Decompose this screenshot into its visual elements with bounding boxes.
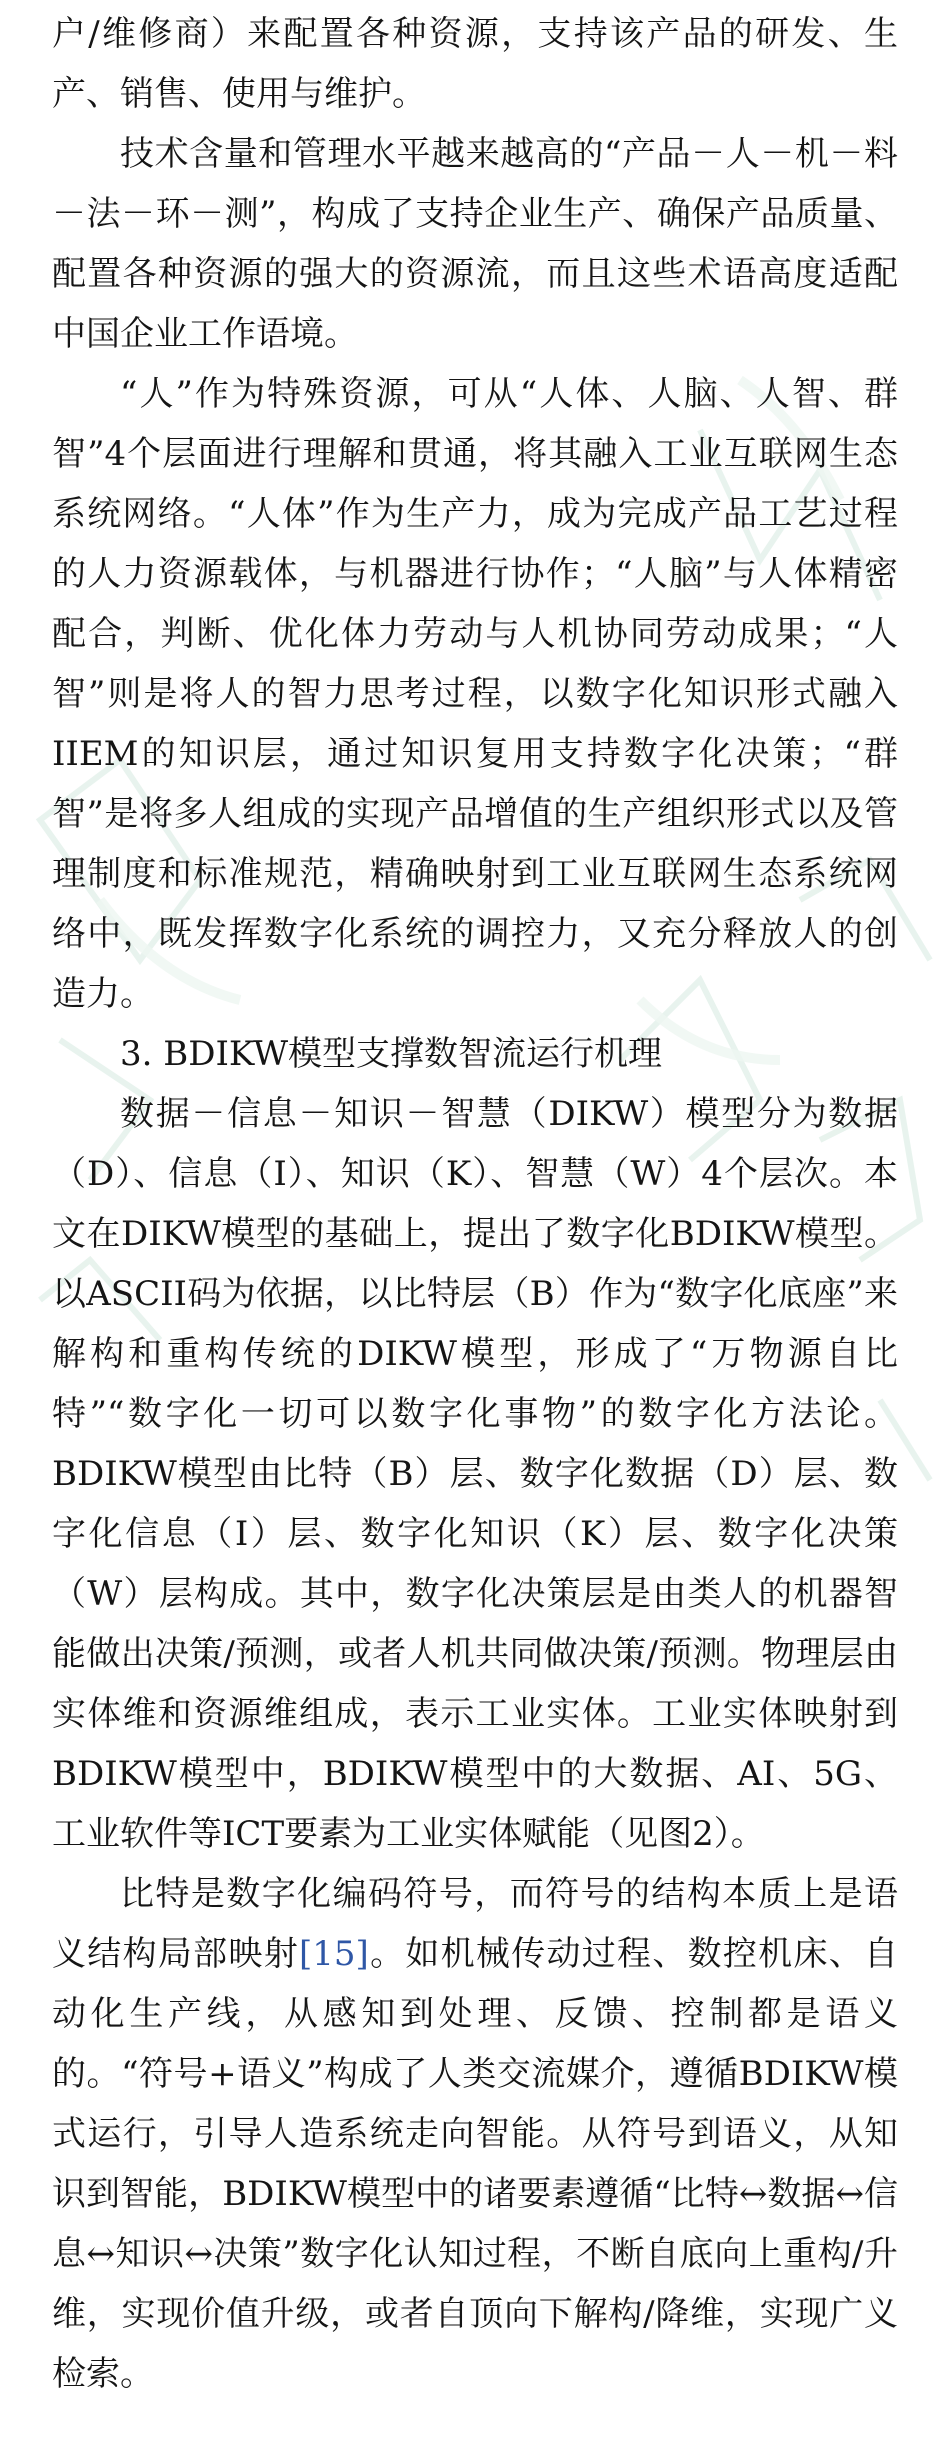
paragraph-bits-semantics xyxy=(52,1864,898,2404)
paragraph-text-start: 比特是数字化编码符号，而符号的结构本质上是语义结构局部映射 xyxy=(52,1874,898,1974)
paragraph-text-end: 。如机械传动过程、数控机床、自动化生产线，从感知到处理、反馈、控制都是语义的。“符号+语义”构成了人类交流媒介，遵循BDIKW模式运行，引导人造系统走向智能。从符号到语义，从知识到智能，BDIKW模型中的诸要素遵循“比特↔数据↔信息↔知识↔决策”数字化认知过程，不断自底向上重构/升维，实现价值升级，或者自顶向下解构/降维，实现广义检索。 xyxy=(52,1934,899,2394)
paragraph-human-resource: “人”作为特殊资源，可从“人体、人脑、人智、群智”4个层面进行理解和贯通，将其融入工业互联网生态系统网络。“人体”作为生产力，成为完成产品工艺过程的人力资源载体，与机器进行协作；“人脑”与人体精密配合，判断、优化体力劳动与人机协同劳动成果；“人智”则是将人的智力思考过程，以数字化知识形式融入IIEM的知识层，通过知识复用支持数字化决策；“群智”是将多人组成的实现产品增值的生产组织形式以及管理制度和标准规范，精确映射到工业互联网生态系统网络中，既发挥数字化系统的调控力，又充分释放人的创造力。 xyxy=(52,374,898,1014)
paragraph-continuation: 户/维修商）来配置各种资源，支持该产品的研发、生产、销售、使用与维护。 xyxy=(52,14,898,114)
section-heading: 3. BDIKW模型支撑数智流运行机理 xyxy=(120,1034,663,1074)
article-body xyxy=(52,4,898,2404)
citation-link[interactable]: [15] xyxy=(298,1934,369,1974)
paragraph-bdikw-model: 数据－信息－知识－智慧（DIKW）模型分为数据（D）、信息（I）、知识（K）、智慧（W）4个层次。本文在DIKW模型的基础上，提出了数字化BDIKW模型。以ASCII码为依据，以比特层（B）作为“数字化底座”来解构和重构传统的DIKW模型，形成了“万物源自比特”“数字化一切可以数字化事物”的数字化方法论。BDIKW模型由比特（B）层、数字化数据（D）层、数字化信息（I）层、数字化知识（K）层、数字化决策（W）层构成。其中，数字化决策层是由类人的机器智能做出决策/预测，或者人机共同做决策/预测。物理层由实体维和资源维组成，表示工业实体。工业实体映射到BDIKW模型中，BDIKW模型中的大数据、AI、5G、工业软件等ICT要素为工业实体赋能（见图2）。 xyxy=(52,1094,898,1854)
paragraph-resource-flow: 技术含量和管理水平越来越高的“产品－人－机－料－法－环－测”，构成了支持企业生产、确保产品质量、配置各种资源的强大的资源流，而且这些术语高度适配中国企业工作语境。 xyxy=(52,134,898,354)
